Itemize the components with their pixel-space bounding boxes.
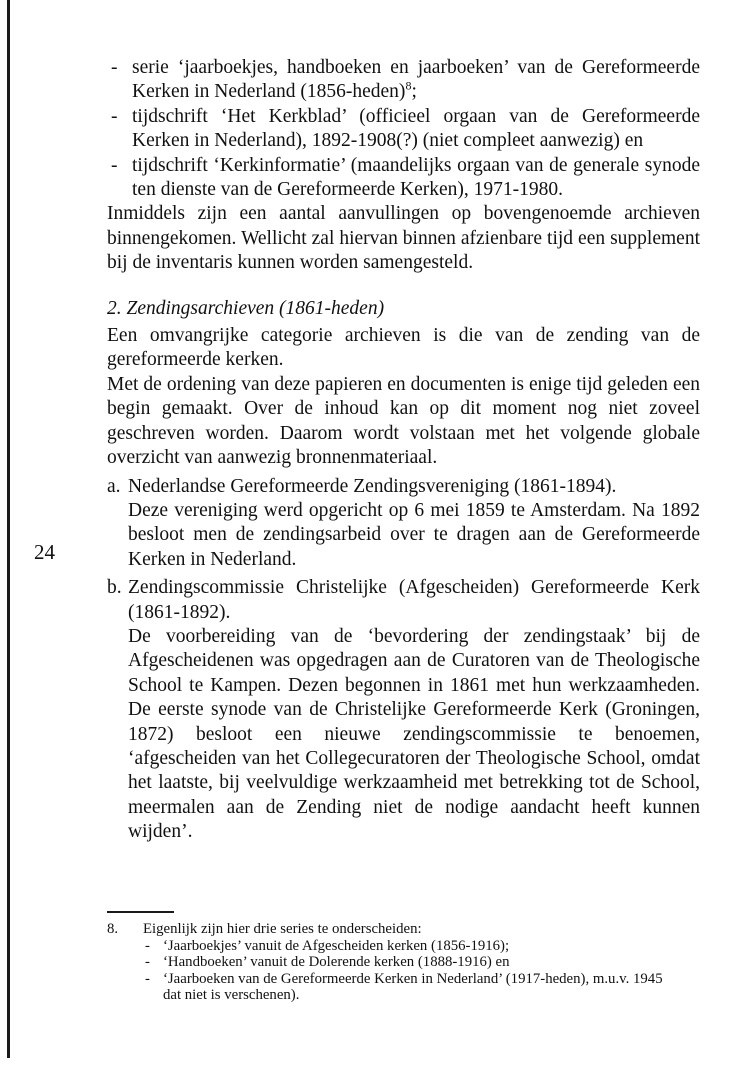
footnotes <box>107 921 667 1004</box>
item-title: Nederlandse Gereformeerde Zendingsvereniging (1861-1894). <box>128 475 617 497</box>
footnote-8 <box>107 921 667 1004</box>
section-heading: 2. Zendingsarchieven (1861-heden) <box>107 297 385 319</box>
main-text <box>107 56 700 845</box>
footnote-ref[interactable]: 8 <box>405 78 412 93</box>
item-body: De voorbereiding van de ‘bevordering der zendingstaak’ bij de Afgescheidenen was opgedragen aan de Curatoren van de Theologische School te Kampen. Dezen begonnen in 1861 met hun werkzaamheden. De eerste synode van de Christelijke Gereformeerde Kerk (Groningen, 1872) besloot een nieuwe zendingscommissie te benoemen, ‘afgescheiden van het Collegecuratoren der Theologische School, omdat het laatste, bij veelvuldige werkzaamheid met betrekking tot de School, meermalen aan de Zending niet de nodige aandacht heeft kunnen wijden’. <box>128 625 700 843</box>
list-item: - tijdschrift ‘Kerkinformatie’ (maandelijks orgaan van de generale synode ten dienste van de Gereformeerde Kerken), 1971-1980. <box>107 154 700 203</box>
archive-item-a <box>107 475 700 573</box>
intro-dash-list <box>107 56 700 202</box>
page-number: 24 <box>34 540 55 564</box>
footnote-list <box>143 938 667 1004</box>
section-paragraph: Een omvangrijke categorie archieven is die van de zending van de gereformeerde kerken. <box>107 325 700 371</box>
footnote-marker: 8. <box>107 921 119 937</box>
footnote-list-item: - ‘Handboeken’ vanuit de Dolerende kerken (1888-1916) en <box>143 954 667 971</box>
item-title: Zendingscommissie Christelijke (Afgescheiden) Gereformeerde Kerk (1861-1892). <box>128 577 700 623</box>
footnote-list-item: - ‘Jaarboeken van de Gereformeerde Kerken in Nederland’ (1917-heden), m.u.v. 1945 dat niet is verschenen). <box>143 971 667 1004</box>
archive-item-b <box>107 576 700 844</box>
list-item: - tijdschrift ‘Het Kerkblad’ (officieel orgaan van de Gereformeerde Kerken in Nederland), 1892-1908(?) (niet compleet aanwezig) en <box>107 105 700 154</box>
footnote-list-item: - ‘Jaarboekjes’ vanuit de Afgescheiden kerken (1856-1916); <box>143 938 667 955</box>
footnote-divider <box>107 911 174 913</box>
item-marker: b. <box>107 577 122 599</box>
item-marker: a. <box>107 475 121 497</box>
supplement-paragraph: Inmiddels zijn een aantal aanvullingen op bovengenoemde archieven binnengekomen. Wellicht zal hiervan binnen afzienbare tijd een supplement bij de inventaris kunnen worden samengesteld. <box>107 203 700 274</box>
page-edge-line <box>7 0 10 1058</box>
item-body: Deze vereniging werd opgericht op 6 mei 1859 te Amsterdam. Na 1892 besloot men de zendingsarbeid over te dragen aan de Gereformeerde Kerken in Nederland. <box>128 499 700 570</box>
section-paragraph: Met de ordening van deze papieren en documenten is enige tijd geleden een begin gemaakt. Over de inhoud kan op dit moment nog niet zoveel geschreven worden. Daarom wordt volstaan met het volgende globale overzicht van aanwezig bronnenmateriaal. <box>107 373 700 469</box>
footnote-intro: Eigenlijk zijn hier drie series te onderscheiden: <box>143 921 422 937</box>
list-item: - serie ‘jaarboekjes, handboeken en jaarboeken’ van de Gereformeerde Kerken in Nederland (1856-heden)$^8$; <box>107 56 700 105</box>
